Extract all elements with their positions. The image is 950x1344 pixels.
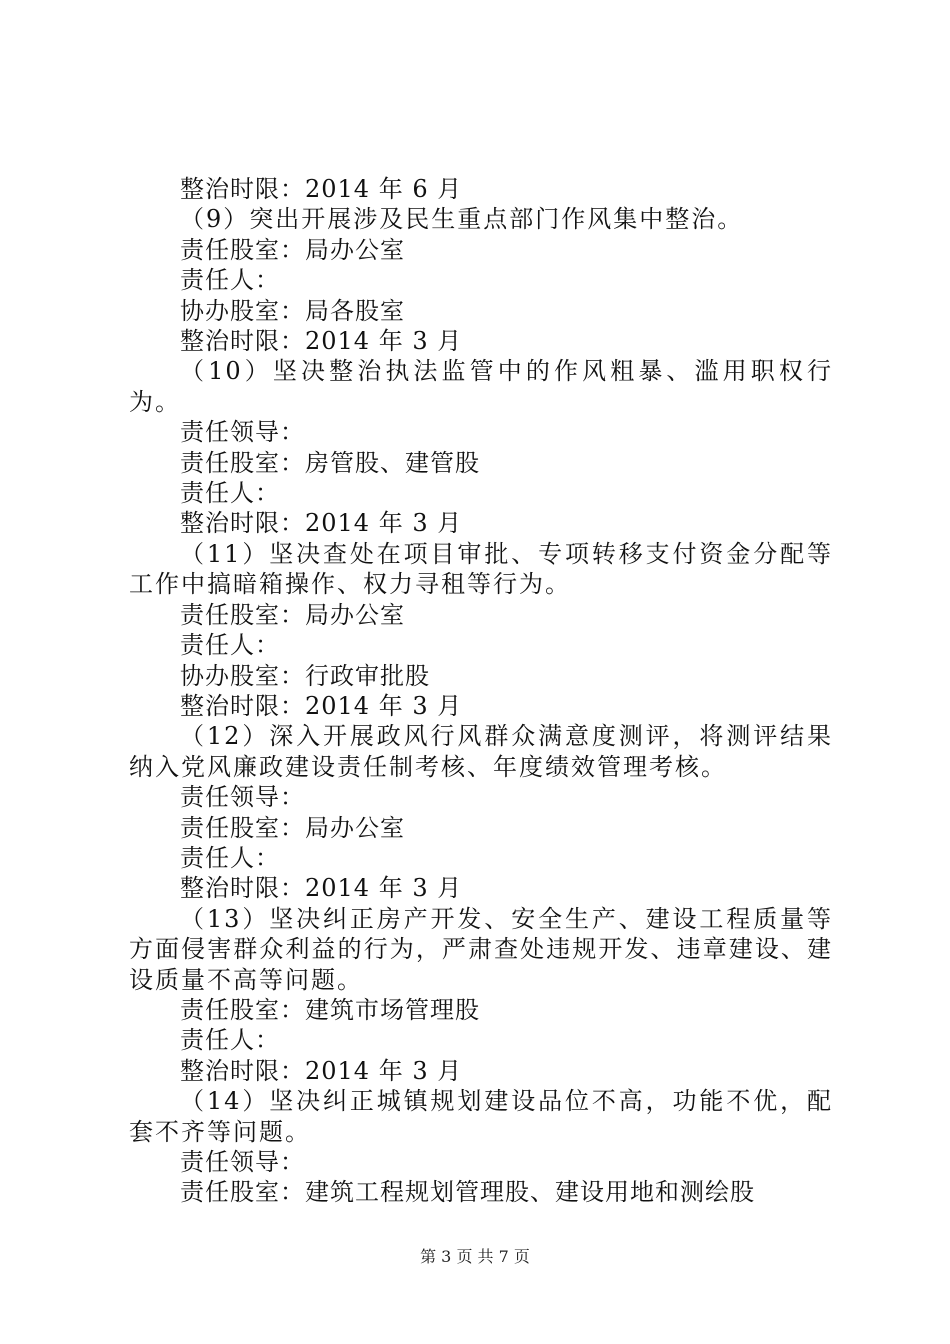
text-line: 责任人： — [180, 631, 280, 660]
text-line: 责任股室：房管股、建管股 — [180, 448, 480, 477]
text-line: 整治时限：2014 年 3 月 — [180, 1056, 463, 1085]
text-line: 责任领导： — [180, 418, 305, 447]
text-line: 整治时限：2014 年 6 月 — [180, 175, 463, 203]
text-line: 责任股室：局办公室 — [180, 813, 405, 842]
text-line: 责任人： — [180, 1026, 280, 1055]
text-line: 责任股室：局办公室 — [180, 235, 405, 264]
paragraph: （9）突出开展涉及民生重点部门作风集中整治。 — [180, 205, 744, 234]
text-line: 责任股室：建筑工程规划管理股、建设用地和测绘股 — [180, 1178, 755, 1207]
text-line: 责任股室：局办公室 — [180, 600, 405, 629]
text-line: 协办股室：行政审批股 — [180, 661, 430, 690]
text-line: 责任人： — [180, 843, 280, 872]
text-line: 整治时限：2014 年 3 月 — [180, 691, 463, 720]
text-line: 协办股室：局各股室 — [180, 296, 405, 325]
text-line: 整治时限：2014 年 3 月 — [180, 509, 463, 538]
text-line: 责任领导： — [180, 783, 305, 812]
text-line: 整治时限：2014 年 3 月 — [180, 874, 463, 903]
paragraph: （12）深入开展政风行风群众满意度测评，将测评结果纳入党风廉政建设责任制考核、年度绩效管理考核。 — [129, 722, 833, 781]
document-body — [129, 174, 833, 1208]
page-number-footer: 第 3 页 共 7 页 — [420, 1247, 530, 1266]
text-line: 责任领导： — [180, 1148, 305, 1176]
paragraph: （14）坚决纠正城镇规划建设品位不高，功能不优，配套不齐等问题。 — [129, 1087, 833, 1146]
text-line: 责任人： — [180, 266, 280, 295]
text-line: 责任人： — [180, 479, 280, 508]
text-line: 整治时限：2014 年 3 月 — [180, 327, 463, 356]
text-line: 责任股室：建筑市场管理股 — [180, 995, 480, 1024]
paragraph: （13）坚决纠正房产开发、安全生产、建设工程质量等方面侵害群众利益的行为，严肃查处违规开发、违章建设、建设质量不高等问题。 — [129, 904, 833, 994]
paragraph: （11）坚决查处在项目审批、专项转移支付资金分配等工作中搞暗箱操作、权力寻租等行为。 — [129, 539, 833, 599]
paragraph: （10）坚决整治执法监管中的作风粗暴、滥用职权行为。 — [129, 357, 833, 416]
